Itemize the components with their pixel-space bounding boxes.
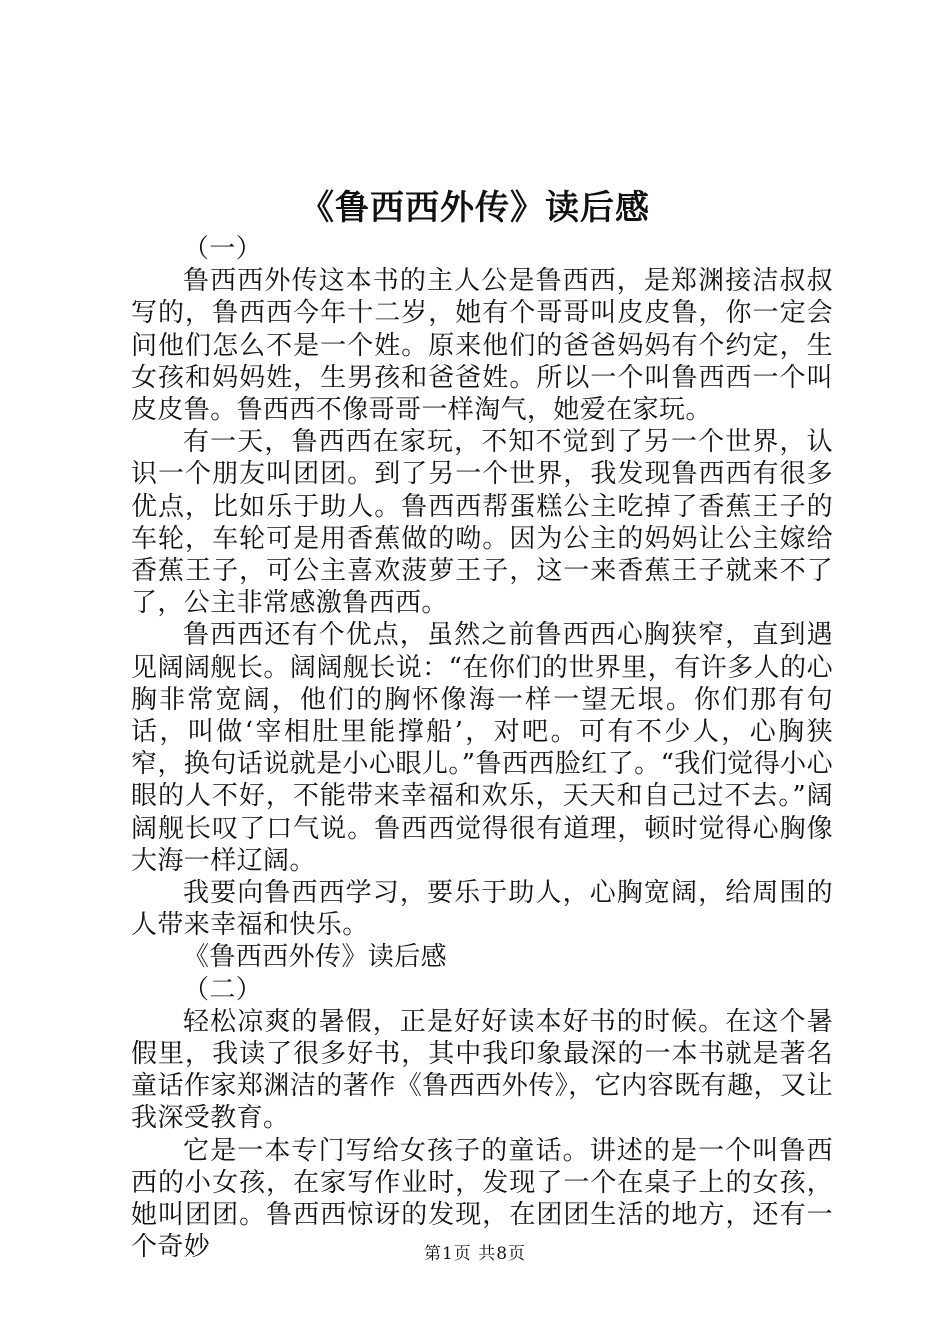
paragraph: 鲁西西还有个优点，虽然之前鲁西西心胸狭窄，直到遇见阔阔舰长。阔阔舰长说：“在你们的世界里，有许多人的心胸非常宽阔，他们的胸怀像海一样一望无垠。你们那有句话，叫做‘宰相肚里能撑船’，对吧。可有不少人，心胸狭窄，换句话说就是小心眼儿。”鲁西西脸红了。“我们觉得小心眼的人不好，不能带来幸福和欢乐，天天和自己过不去。”阔阔舰长叹了口气说。鲁西西觉得很有道理，顿时觉得心胸像大海一样辽阔。 — [131, 620, 833, 876]
document-title: 《鲁西西外传》读后感 — [300, 188, 650, 228]
paragraph: 鲁西西外传这本书的主人公是鲁西西，是郑渊接洁叔叔写的，鲁西西今年十二岁，她有个哥哥叫皮皮鲁，你一定会问他们怎么不是一个姓。原来他们的爸爸妈妈有个约定，生女孩和妈妈姓，生男孩和爸爸姓。所以一个叫鲁西西一个叫皮皮鲁。鲁西西不像哥哥一样淘气，她爱在家玩。 — [131, 266, 833, 426]
paragraph: 我要向鲁西西学习，要乐于助人，心胸宽阔，给周围的人带来幸福和快乐。 — [131, 878, 833, 941]
section-marker-one: （一） — [183, 234, 263, 264]
document-body — [131, 233, 833, 1264]
paragraph: 它是一本专门写给女孩子的童话。讲述的是一个叫鲁西西的小女孩，在家写作业时，发现了一个在桌子上的女孩，她叫团团。鲁西西惊讶的发现，在团团生活的地方，还有一个奇妙 — [131, 1135, 833, 1263]
paragraph: 有一天，鲁西西在家玩，不知不觉到了另一个世界，认识一个朋友叫团团。到了另一个世界，我发现鲁西西有很多优点，比如乐于助人。鲁西西帮蛋糕公主吃掉了香蕉王子的车轮，车轮可是用香蕉做的呦。因为公主的妈妈让公主嫁给香蕉王子，可公主喜欢菠萝王子，这一来香蕉王子就来不了了，公主非常感激鲁西西。 — [131, 427, 833, 619]
section-title: 《鲁西西外传》读后感 — [183, 942, 448, 973]
section-marker-two: （二） — [183, 974, 263, 1005]
paragraph: 轻松凉爽的暑假，正是好好读本好书的时候。在这个暑假里，我读了很多好书，其中我印象最深的一本书就是著名童话作家郑渊洁的著作《鲁西西外传》，它内容既有趣，又让我深受教育。 — [131, 1006, 833, 1134]
page-footer: 第1页 共8页 — [423, 1244, 527, 1264]
